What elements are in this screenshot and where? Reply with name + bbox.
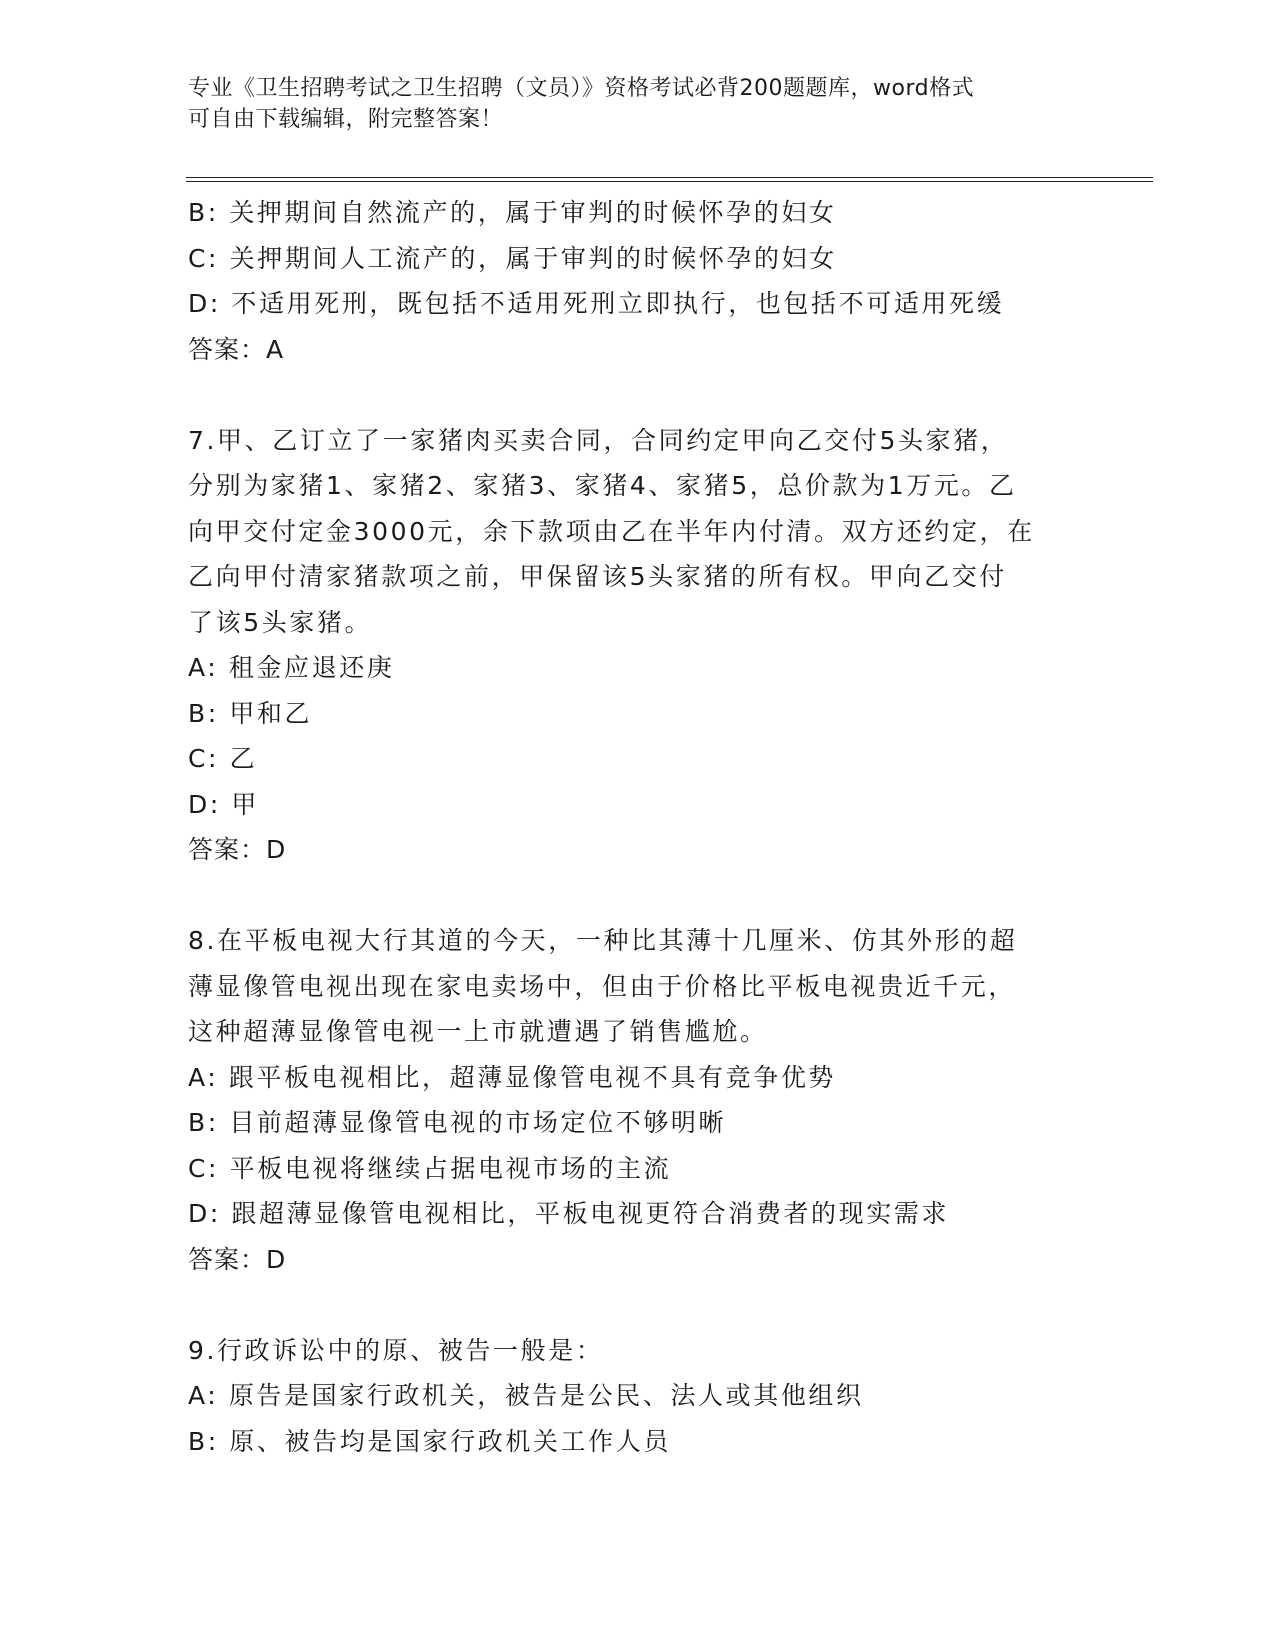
question-7 bbox=[188, 418, 1088, 873]
q7-option-b: B: 甲和乙 bbox=[188, 698, 313, 728]
q8-answer: 答案：D bbox=[188, 1244, 287, 1274]
q6-option-c: C: 关押期间人工流产的，属于审判的时候怀孕的妇女 bbox=[188, 243, 837, 273]
q7-stem-line-1: 7.甲、乙订立了一家猪肉买卖合同，合同约定甲向乙交付5头家猪， bbox=[188, 425, 1009, 455]
question-9 bbox=[188, 1328, 1088, 1465]
header-divider-bottom bbox=[186, 181, 1153, 182]
q6-option-d: D: 不适用死刑，既包括不适用死刑立即执行，也包括不可适用死缓 bbox=[188, 289, 1005, 318]
document-header bbox=[188, 73, 1068, 135]
q7-answer: 答案：D bbox=[188, 835, 287, 864]
q7-option-d: D: 甲 bbox=[188, 789, 260, 819]
header-divider-top bbox=[186, 177, 1153, 178]
question-8 bbox=[188, 918, 1088, 1282]
q9-option-a: A: 原告是国家行政机关，被告是公民、法人或其他组织 bbox=[188, 1381, 864, 1410]
spacer bbox=[188, 1282, 1088, 1328]
q8-option-b: B: 目前超薄显像管电视的市场定位不够明晰 bbox=[188, 1108, 727, 1137]
q7-option-c: C: 乙 bbox=[188, 744, 258, 773]
header-title-line-2: 可自由下载编辑，附完整答案！ bbox=[188, 107, 504, 132]
q6-answer: 答案：A bbox=[188, 334, 285, 364]
q7-stem-line-4: 乙向甲付清家猪款项之前，甲保留该5头家猪的所有权。甲向乙交付 bbox=[188, 562, 1007, 591]
q7-stem-line-5: 了该5头家猪。 bbox=[188, 607, 373, 637]
q8-option-c: C: 平板电视将继续占据电视市场的主流 bbox=[188, 1153, 672, 1183]
question-6-tail bbox=[188, 190, 1088, 372]
q6-option-b: B: 关押期间自然流产的，属于审判的时候怀孕的妇女 bbox=[188, 198, 837, 227]
q9-option-b: B: 原、被告均是国家行政机关工作人员 bbox=[188, 1426, 671, 1456]
q8-stem-line-2: 薄显像管电视出现在家电卖场中，但由于价格比平板电视贵近千元， bbox=[188, 971, 1017, 1001]
q7-stem-line-2: 分别为家猪1、家猪2、家猪3、家猪4、家猪5，总价款为1万元。乙 bbox=[188, 471, 1017, 500]
q8-option-a: A: 跟平板电视相比，超薄显像管电视不具有竞争优势 bbox=[188, 1062, 837, 1092]
q9-stem-line-1: 9.行政诉讼中的原、被告一般是： bbox=[188, 1335, 604, 1365]
header-title-line-1: 专业《卫生招聘考试之卫生招聘（文员）》资格考试必背200题题库，word格式 bbox=[188, 76, 975, 101]
q7-option-a: A: 租金应退还庚 bbox=[188, 653, 395, 682]
q8-option-d: D: 跟超薄显像管电视相比，平板电视更符合消费者的现实需求 bbox=[188, 1199, 950, 1228]
spacer bbox=[188, 372, 1088, 418]
q8-stem-line-3: 这种超薄显像管电视一上市就遭遇了销售尴尬。 bbox=[188, 1017, 768, 1046]
spacer bbox=[188, 873, 1088, 919]
question-content bbox=[188, 190, 1088, 1464]
q8-stem-line-1: 8.在平板电视大行其道的今天，一种比其薄十几厘米、仿其外形的超 bbox=[188, 926, 1018, 955]
q7-stem-line-3: 向甲交付定金3000元，余下款项由乙在半年内付清。双方还约定，在 bbox=[188, 516, 1035, 546]
